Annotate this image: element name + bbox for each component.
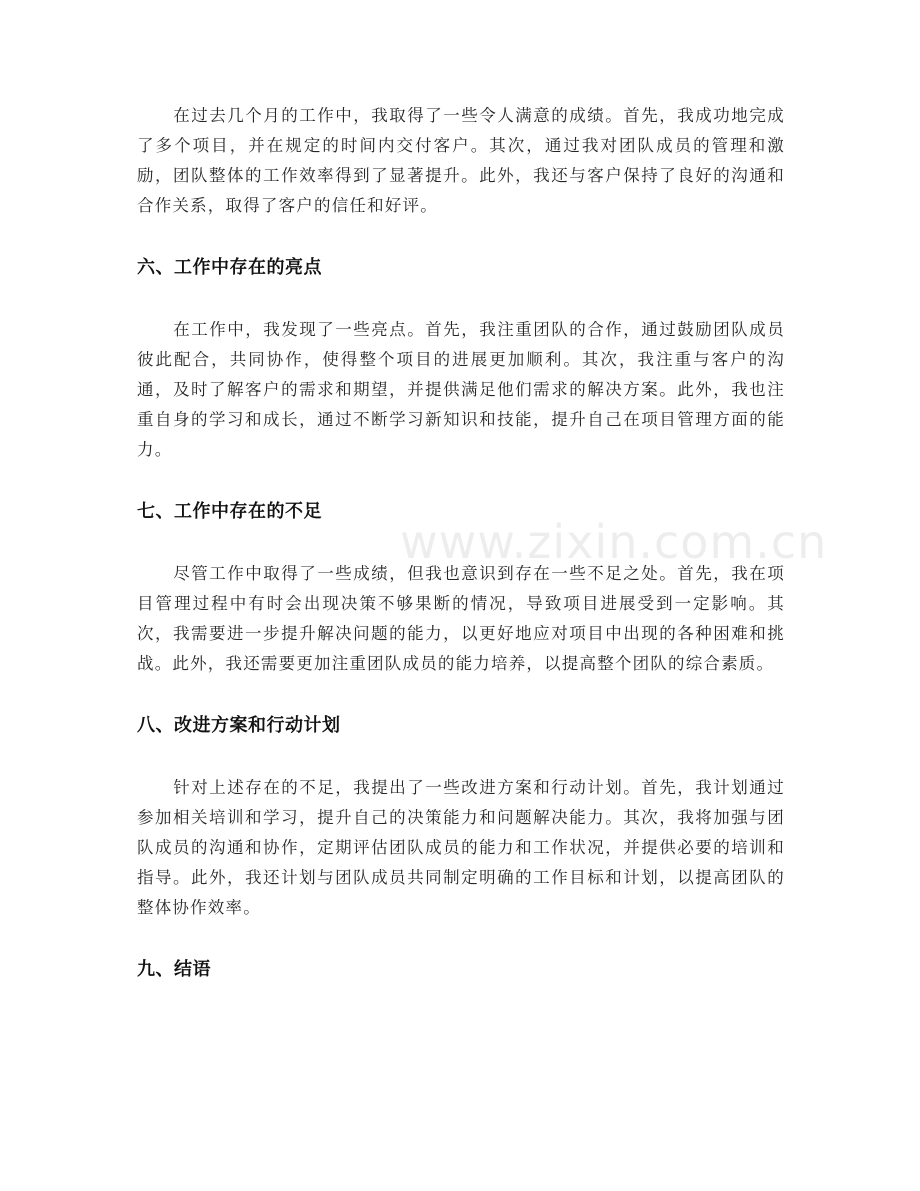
section-7-paragraph: 尽管工作中取得了一些成绩，但我也意识到存在一些不足之处。首先，我在项目管理过程中有时会出现决策不够果断的情况，导致项目进展受到一定影响。其次，我需要进一步提升解决问题的能力，以更好地应对项目中出现的各种困难和挑战。此外，我还需要更加注重团队成员的能力培养，以提高整个团队的综合素质。 (137, 564, 785, 673)
section-9-heading: 九、结语 (137, 959, 211, 980)
section-7-heading: 七、工作中存在的不足 (137, 501, 322, 522)
document-content (137, 101, 785, 985)
section-6-heading: 六、工作中存在的亮点 (137, 257, 322, 278)
section-8-paragraph: 针对上述存在的不足，我提出了一些改进方案和行动计划。首先，我计划通过参加相关培训和学习，提升自己的决策能力和问题解决能力。其次，我将加强与团队成员的沟通和协作，定期评估团队成员的能力和工作状况，并提供必要的培训和指导。此外，我还计划与团队成员共同制定明确的工作目标和计划，以提高团队的整体协作效率。 (137, 778, 785, 917)
watermark: www.zixin.com.cn (400, 515, 828, 569)
intro-paragraph: 在过去几个月的工作中，我取得了一些令人满意的成绩。首先，我成功地完成了多个项目，并在规定的时间内交付客户。其次，通过我对团队成员的管理和激励，团队整体的工作效率得到了显著提升。此外，我还与客户保持了良好的沟通和合作关系，取得了客户的信任和好评。 (137, 106, 785, 215)
section-8-heading: 八、改进方案和行动计划 (137, 715, 341, 736)
section-6-paragraph: 在工作中，我发现了一些亮点。首先，我注重团队的合作，通过鼓励团队成员彼此配合，共同协作，使得整个项目的进展更加顺利。其次，我注重与客户的沟通，及时了解客户的需求和期望，并提供满足他们需求的解决方案。此外，我也注重自身的学习和成长，通过不断学习新知识和技能，提升自己在项目管理方面的能力。 (137, 320, 785, 459)
